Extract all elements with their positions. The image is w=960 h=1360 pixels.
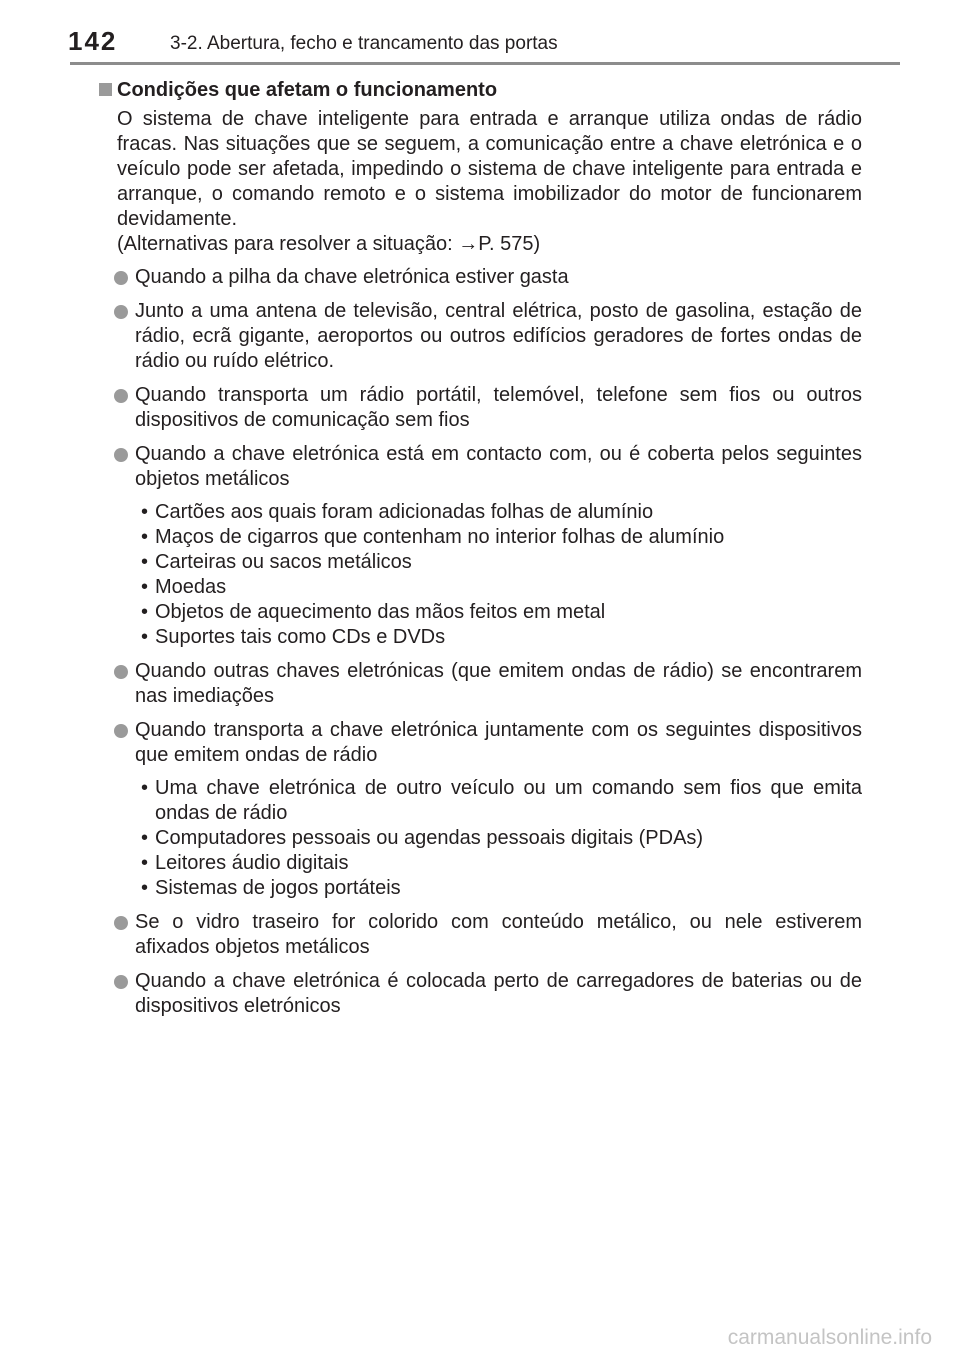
circle-bullet-icon [114, 665, 128, 679]
condition-item [96, 969, 862, 1019]
page-number: 142 [68, 26, 118, 56]
condition-text: Quando a chave eletrónica está em contacto com, ou é coberta pelos seguintes objetos metálicos [135, 443, 862, 490]
condition-item [96, 718, 862, 901]
sub-list-item [135, 500, 862, 525]
sub-item-text: Carteiras ou sacos metálicos [155, 551, 412, 573]
dot-bullet-icon: • [141, 551, 149, 573]
condition-item [96, 383, 862, 433]
sub-item-text: Suportes tais como CDs e DVDs [155, 626, 446, 648]
sub-list-item [135, 625, 862, 650]
watermark: carmanualsonline.info [727, 1326, 932, 1349]
sub-list-item [135, 876, 862, 901]
condition-item [96, 659, 862, 709]
circle-bullet-icon [114, 271, 128, 285]
dot-bullet-icon: • [141, 576, 149, 598]
intro-text: O sistema de chave inteligente para entrada e arranque utiliza ondas de rádio fracas. Nas situações que se seguem, a comunicação entre a chave eletrónica e o veículo pode ser afetada, impedindo o sistema de chave inteligente para entrada e arranque, o comando remoto e o sistema imobilizador do motor de funcionarem devidamente. [117, 108, 862, 230]
header-divider [70, 62, 900, 65]
condition-text: Quando outras chaves eletrónicas (que emitem ondas de rádio) se encontrarem nas imediações [135, 660, 862, 707]
sub-item-text: Uma chave eletrónica de outro veículo ou um comando sem fios que emita ondas de rádio [155, 777, 862, 824]
dot-bullet-icon: • [141, 526, 149, 548]
sub-list [135, 500, 862, 650]
circle-bullet-icon [114, 305, 128, 319]
sub-item-text: Cartões aos quais foram adicionadas folhas de alumínio [155, 501, 654, 523]
section-heading [96, 77, 862, 103]
circle-bullet-icon [114, 975, 128, 989]
condition-item [96, 299, 862, 374]
circle-bullet-icon [114, 724, 128, 738]
condition-text: Quando transporta um rádio portátil, telemóvel, telefone sem fios ou outros dispositivos de comunicação sem fios [135, 384, 862, 431]
circle-bullet-icon [114, 916, 128, 930]
dot-bullet-icon: • [141, 626, 149, 648]
circle-bullet-icon [114, 448, 128, 462]
sub-list-item [135, 776, 862, 826]
sub-item-text: Maços de cigarros que contenham no interior folhas de alumínio [155, 526, 725, 548]
section-heading-text: Condições que afetam o funcionamento [117, 79, 498, 101]
sub-item-text: Leitores áudio digitais [155, 852, 349, 874]
condition-text: Quando a pilha da chave eletrónica estiver gasta [135, 266, 569, 288]
sub-list-item [135, 525, 862, 550]
condition-item [96, 910, 862, 960]
conditions-list [96, 265, 862, 1019]
alternatives-reference: (Alternativas para resolver a situação: →P. 575) [117, 233, 541, 255]
condition-item [96, 442, 862, 650]
page-header [0, 0, 960, 64]
condition-item [96, 265, 862, 290]
sub-list-item [135, 575, 862, 600]
dot-bullet-icon: • [141, 827, 149, 849]
sub-list-item [135, 600, 862, 625]
condition-text: Se o vidro traseiro for colorido com conteúdo metálico, ou nele estiverem afixados objetos metálicos [135, 911, 862, 958]
dot-bullet-icon: • [141, 601, 149, 623]
dot-bullet-icon: • [141, 877, 149, 899]
square-bullet-icon [99, 83, 112, 96]
circle-bullet-icon [114, 389, 128, 403]
intro-paragraph [117, 107, 862, 257]
sub-list-item [135, 550, 862, 575]
condition-text: Quando transporta a chave eletrónica juntamente com os seguintes dispositivos que emitem ondas de rádio [135, 719, 862, 766]
sub-item-text: Objetos de aquecimento das mãos feitos em metal [155, 601, 606, 623]
sub-item-text: Moedas [155, 576, 227, 598]
sub-list-item [135, 826, 862, 851]
condition-text: Quando a chave eletrónica é colocada perto de carregadores de baterias ou de dispositivos eletrónicos [135, 970, 862, 1017]
sub-item-text: Sistemas de jogos portáteis [155, 877, 401, 899]
sub-list-item [135, 851, 862, 876]
dot-bullet-icon: • [141, 777, 149, 799]
chapter-title: 3-2. Abertura, fecho e trancamento das portas [170, 33, 558, 54]
sub-item-text: Computadores pessoais ou agendas pessoais digitais (PDAs) [155, 827, 704, 849]
sub-list [135, 776, 862, 901]
condition-text: Junto a uma antena de televisão, central elétrica, posto de gasolina, estação de rádio, ecrã gigante, aeroportos ou outros edifícios geradores de fortes ondas de rádio ou ruído elétrico. [135, 300, 862, 372]
dot-bullet-icon: • [141, 501, 149, 523]
dot-bullet-icon: • [141, 852, 149, 874]
page-content [96, 77, 862, 1028]
